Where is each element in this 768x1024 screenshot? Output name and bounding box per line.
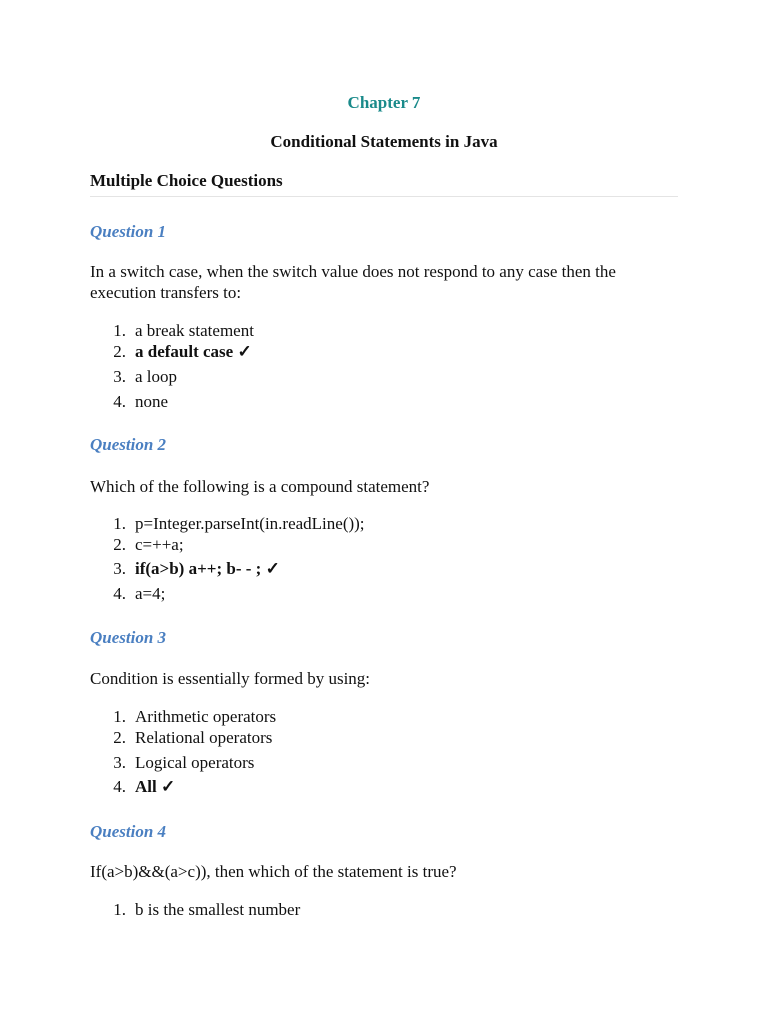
option-text: a break statement	[135, 321, 254, 340]
option-number: 2.	[113, 728, 126, 747]
option-number: 1.	[113, 707, 126, 726]
option-text: Logical operators	[135, 753, 255, 772]
question-4-heading: Question 4	[90, 822, 167, 841]
chapter-subtitle: Conditional Statements in Java	[270, 132, 498, 151]
option-text: b is the smallest number	[135, 900, 301, 919]
option-text: Arithmetic operators	[135, 707, 277, 726]
option-number: 1.	[113, 514, 126, 533]
question-3-heading: Question 3	[90, 628, 167, 647]
option-text: none	[135, 392, 169, 411]
question-1-option-1	[90, 321, 254, 341]
option-text: Relational operators	[135, 728, 273, 747]
section-title: Multiple Choice Questions	[90, 171, 283, 190]
option-number: 3.	[113, 367, 126, 386]
option-text: a loop	[135, 367, 178, 386]
option-text: All ✓	[135, 777, 176, 796]
option-number: 2.	[113, 342, 126, 361]
question-1-heading: Question 1	[90, 222, 167, 241]
question-2-text: Which of the following is a compound statement?	[90, 477, 430, 496]
option-number: 1.	[113, 900, 126, 919]
question-1-text: In a switch case, when the switch value does not respond to any case then the execution transfers to:	[90, 262, 616, 302]
option-text: a=4;	[135, 584, 166, 603]
question-2-option-2	[90, 535, 184, 555]
question-3-option-3	[90, 753, 254, 773]
option-text: if(a>b) a++; b- - ; ✓	[135, 559, 280, 578]
section-divider	[90, 196, 678, 197]
question-2-heading: Question 2	[90, 435, 167, 454]
option-number: 3.	[113, 753, 126, 772]
question-2-option-4	[90, 584, 165, 604]
question-4-option-1	[90, 900, 300, 920]
option-number: 3.	[113, 559, 126, 578]
option-number: 2.	[113, 535, 126, 554]
question-1-option-3	[90, 367, 177, 387]
chapter-title: Chapter 7	[347, 93, 421, 112]
option-number: 1.	[113, 321, 126, 340]
question-3-option-2	[90, 728, 272, 748]
question-2-option-3	[90, 559, 280, 579]
question-1-option-2	[90, 342, 252, 362]
option-text: a default case ✓	[135, 342, 252, 361]
question-1-option-4	[90, 392, 168, 412]
option-text: c=++a;	[135, 535, 184, 554]
option-number: 4.	[113, 584, 126, 603]
question-3-text: Condition is essentially formed by using:	[90, 669, 371, 688]
question-3-option-1	[90, 707, 276, 727]
option-number: 4.	[113, 777, 126, 796]
option-number: 4.	[113, 392, 126, 411]
question-4-text: If(a>b)&&(a>c)), then which of the statement is true?	[90, 862, 457, 881]
question-2-option-1	[90, 514, 365, 534]
option-text: p=Integer.parseInt(in.readLine());	[135, 514, 365, 533]
question-3-option-4	[90, 777, 175, 797]
